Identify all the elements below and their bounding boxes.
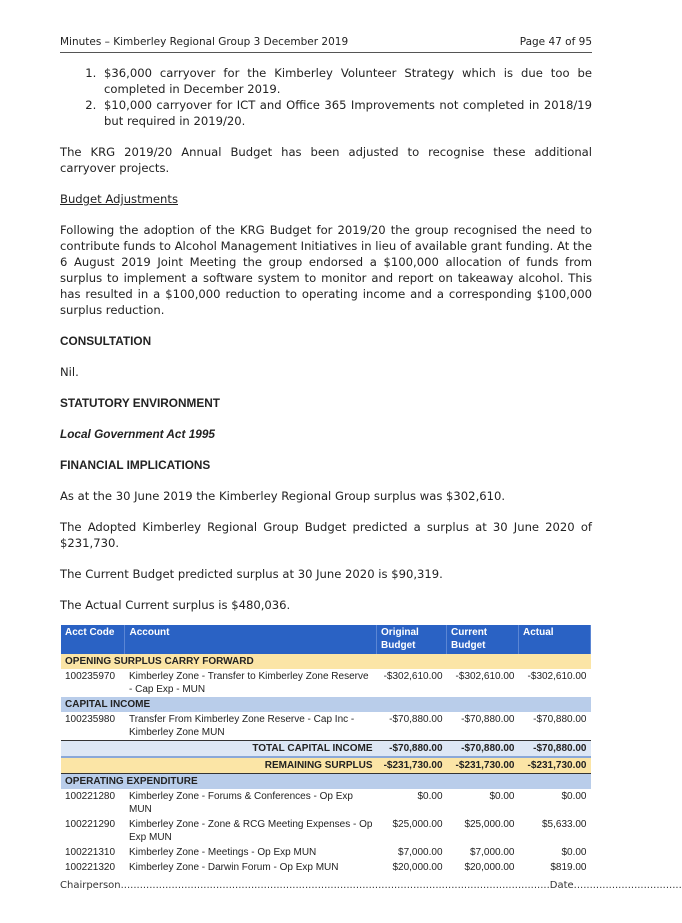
financial-paragraph-1: As at the 30 June 2019 the Kimberley Regional Group surplus was $302,610. xyxy=(60,489,506,503)
table-row xyxy=(61,860,591,875)
cell-actual: -$302,610.00 xyxy=(527,671,587,682)
cell-original: $7,000.00 xyxy=(398,847,443,858)
cell-actual: -$231,730.00 xyxy=(519,757,591,774)
budget-adjustments-heading: Budget Adjustments xyxy=(60,192,178,206)
section-label: OPERATING EXPENDITURE xyxy=(61,774,591,790)
page-header xyxy=(60,36,592,53)
cell-current: -$70,880.00 xyxy=(461,714,515,725)
paragraph-adjusted: The KRG 2019/20 Annual Budget has been adjusted to recognise these additional carryover projects. xyxy=(60,145,592,175)
table-row xyxy=(61,789,591,817)
section-capital xyxy=(61,697,591,712)
financial-heading: FINANCIAL IMPLICATIONS xyxy=(60,458,211,472)
table-row xyxy=(61,845,591,860)
cell-actual: $5,633.00 xyxy=(542,819,587,830)
cell-current: $25,000.00 xyxy=(464,819,515,830)
col-actual: Actual xyxy=(519,625,591,654)
cell-actual: $819.00 xyxy=(550,862,587,873)
cell-original: -$70,880.00 xyxy=(377,741,447,758)
cell-actual: -$70,880.00 xyxy=(519,741,591,758)
cell-code: 100221280 xyxy=(65,791,116,802)
header-title: Minutes – Kimberley Regional Group 3 December 2019 xyxy=(60,36,349,48)
statutory-act: Local Government Act 1995 xyxy=(60,427,215,441)
cell-current: $0.00 xyxy=(489,791,515,802)
financial-paragraph-4: The Actual Current surplus is $480,036. xyxy=(60,598,291,612)
cell-original: $25,000.00 xyxy=(392,819,443,830)
cell-code: 100235970 xyxy=(65,671,116,682)
cell-current: -$70,880.00 xyxy=(447,741,519,758)
col-acct-code: Acct Code xyxy=(61,625,125,654)
cell-original: $20,000.00 xyxy=(392,862,443,873)
total-capital-row xyxy=(61,741,591,758)
cell-original: -$231,730.00 xyxy=(377,757,447,774)
table-header-row xyxy=(61,625,591,654)
cell-original: -$70,880.00 xyxy=(389,714,443,725)
signature-footer xyxy=(60,880,682,891)
col-current-budget: Current Budget xyxy=(447,625,519,654)
section-opening xyxy=(61,654,591,669)
cell-code: 100221320 xyxy=(65,862,116,873)
table-row xyxy=(61,669,591,697)
cell-account: Kimberley Zone - Forums & Conferences - Op Exp MUN xyxy=(128,791,353,815)
consultation-text: Nil. xyxy=(60,365,79,379)
cell-account: Kimberley Zone - Zone & RCG Meeting Expenses - Op Exp MUN xyxy=(128,819,373,843)
cell-account: Transfer From Kimberley Zone Reserve - Cap Inc - Kimberley Zone MUN xyxy=(128,714,355,738)
list-item: 2. $10,000 carryover for ICT and Office 365 Improvements not completed in 2018/19 but required in 2019/20. xyxy=(100,97,592,129)
cell-account: Kimberley Zone - Meetings - Op Exp MUN xyxy=(128,847,317,858)
section-label: OPENING SURPLUS CARRY FORWARD xyxy=(61,654,591,669)
table-row xyxy=(61,712,591,741)
cell-code: 100221290 xyxy=(65,819,116,830)
cell-actual: $0.00 xyxy=(561,791,587,802)
section-operating xyxy=(61,774,591,790)
section-label: CAPITAL INCOME xyxy=(61,697,591,712)
cell-actual: $0.00 xyxy=(561,847,587,858)
date-line: .................................. xyxy=(573,880,682,891)
cell-account: Kimberley Zone - Transfer to Kimberley Zone Reserve - Cap Exp - MUN xyxy=(128,671,369,695)
cell-current: -$231,730.00 xyxy=(447,757,519,774)
statutory-heading: STATUTORY ENVIRONMENT xyxy=(60,396,220,410)
cell-code: 100235980 xyxy=(65,714,116,725)
cell-current: $20,000.00 xyxy=(464,862,515,873)
col-original-budget: Original Budget xyxy=(377,625,447,654)
total-label: TOTAL CAPITAL INCOME xyxy=(61,741,377,758)
table-row xyxy=(61,817,591,845)
financial-paragraph-3: The Current Budget predicted surplus at 30 June 2020 is $90,319. xyxy=(60,567,443,581)
cell-original: -$302,610.00 xyxy=(383,671,443,682)
col-account: Account xyxy=(125,625,377,654)
document-body xyxy=(60,65,592,875)
cell-actual: -$70,880.00 xyxy=(533,714,587,725)
cell-code: 100221310 xyxy=(65,847,116,858)
date-label: Date xyxy=(549,880,574,891)
consultation-heading: CONSULTATION xyxy=(60,334,152,348)
page-number: Page 47 of 95 xyxy=(519,36,592,48)
cell-current: $7,000.00 xyxy=(470,847,515,858)
financial-paragraph-2: The Adopted Kimberley Regional Group Budget predicted a surplus at 30 June 2020 of $231,730. xyxy=(60,520,592,550)
list-item: 1. $36,000 carryover for the Kimberley Volunteer Strategy which is due too be completed in December 2019. xyxy=(100,65,592,97)
chairperson-label: Chairperson xyxy=(60,880,121,891)
budget-table xyxy=(61,625,591,875)
paragraph-budget-adjustments: Following the adoption of the KRG Budget for 2019/20 the group recognised the need to contribute funds to Alcohol Management Initiatives in lieu of available grant funding. At the 6 August 2019 Joint Meeting the group endorsed a $100,000 allocation of funds from surplus to implement a software system to monitor and report on takeaway alcohol. This has resulted in a $100,000 reduction to operating income and a corresponding $100,000 surplus reduction. xyxy=(60,223,592,317)
cell-account: Kimberley Zone - Darwin Forum - Op Exp MUN xyxy=(128,862,339,873)
chairperson-signature-line: ....................................................................................................................................... xyxy=(120,880,550,891)
remaining-label: REMAINING SURPLUS xyxy=(61,757,377,774)
carryover-list xyxy=(60,65,592,129)
cell-original: $0.00 xyxy=(417,791,443,802)
cell-current: -$302,610.00 xyxy=(455,671,515,682)
remaining-surplus-row xyxy=(61,757,591,774)
